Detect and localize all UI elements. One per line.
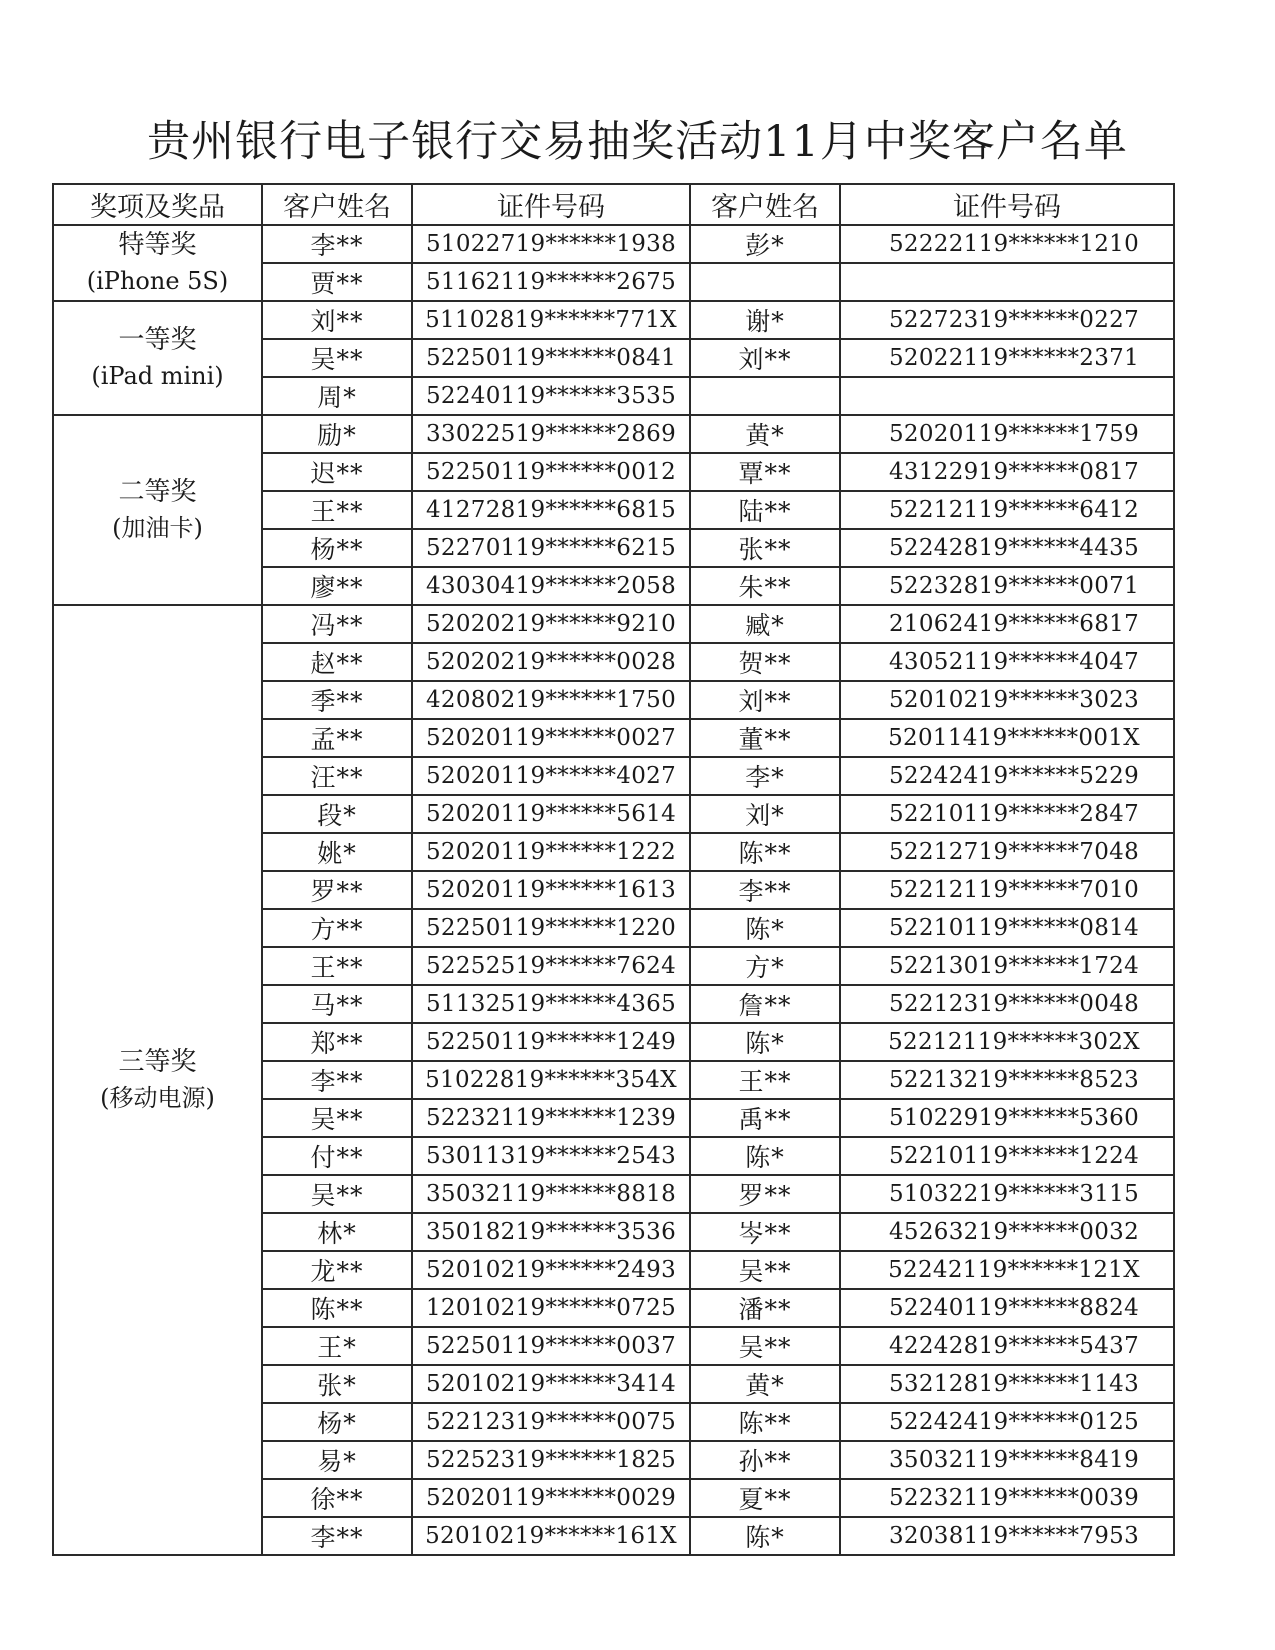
id-number-cell: 32038119******7953 <box>840 1517 1174 1555</box>
id-number-cell: 52242419******0125 <box>840 1403 1174 1441</box>
table-row <box>53 605 1174 643</box>
id-number-cell: 52222119******1210 <box>840 225 1174 263</box>
id-number-cell: 52242419******5229 <box>840 757 1174 795</box>
id-number-cell: 52022119******2371 <box>840 339 1174 377</box>
customer-name-cell: 谢* <box>690 301 840 339</box>
customer-name-cell: 黄* <box>690 1365 840 1403</box>
customer-name-cell: 贺** <box>690 643 840 681</box>
customer-name-cell: 李* <box>690 757 840 795</box>
customer-name-cell: 黄* <box>690 415 840 453</box>
customer-name-cell: 方* <box>690 947 840 985</box>
id-number-cell: 52010219******161X <box>412 1517 690 1555</box>
customer-name-cell: 赵** <box>262 643 412 681</box>
prize-name: 特等奖 <box>118 230 197 260</box>
customer-name-cell: 李** <box>690 871 840 909</box>
id-number-cell: 52212119******7010 <box>840 871 1174 909</box>
id-number-cell: 45263219******0032 <box>840 1213 1174 1251</box>
id-number-cell: 52010219******3023 <box>840 681 1174 719</box>
id-number-cell: 52210119******2847 <box>840 795 1174 833</box>
customer-name-cell: 迟** <box>262 453 412 491</box>
id-number-cell: 52212319******0075 <box>412 1403 690 1441</box>
customer-name-cell: 夏** <box>690 1479 840 1517</box>
customer-name-cell: 林* <box>262 1213 412 1251</box>
id-number-cell: 52250119******0841 <box>412 339 690 377</box>
header-customer-name: 客户姓名 <box>262 184 412 225</box>
customer-name-cell: 张* <box>262 1365 412 1403</box>
customer-name-cell: 孟** <box>262 719 412 757</box>
customer-name-cell: 陈** <box>690 833 840 871</box>
customer-name-cell: 廖** <box>262 567 412 605</box>
customer-name-cell: 董** <box>690 719 840 757</box>
id-number-cell: 52020119******0029 <box>412 1479 690 1517</box>
id-number-cell: 43030419******2058 <box>412 567 690 605</box>
header-customer-name-2: 客户姓名 <box>690 184 840 225</box>
id-number-cell <box>840 377 1174 415</box>
id-number-cell: 33022519******2869 <box>412 415 690 453</box>
customer-name-cell: 王* <box>262 1327 412 1365</box>
customer-name-cell: 岑** <box>690 1213 840 1251</box>
id-number-cell: 51022719******1938 <box>412 225 690 263</box>
id-number-cell: 53212819******1143 <box>840 1365 1174 1403</box>
customer-name-cell: 陈* <box>690 1137 840 1175</box>
id-number-cell: 52250119******1220 <box>412 909 690 947</box>
id-number-cell: 51022919******5360 <box>840 1099 1174 1137</box>
prize-cell <box>53 225 262 301</box>
customer-name-cell: 李** <box>262 1061 412 1099</box>
prize-name: 一等奖 <box>118 325 197 355</box>
customer-name-cell: 姚* <box>262 833 412 871</box>
customer-name-cell: 周* <box>262 377 412 415</box>
customer-name-cell: 王** <box>262 947 412 985</box>
customer-name-cell <box>690 377 840 415</box>
id-number-cell: 35032119******8419 <box>840 1441 1174 1479</box>
customer-name-cell <box>690 263 840 301</box>
id-number-cell: 52020119******0027 <box>412 719 690 757</box>
id-number-cell: 52240119******3535 <box>412 377 690 415</box>
customer-name-cell: 付** <box>262 1137 412 1175</box>
id-number-cell: 51132519******4365 <box>412 985 690 1023</box>
customer-name-cell: 吴** <box>690 1251 840 1289</box>
customer-name-cell: 覃** <box>690 453 840 491</box>
customer-name-cell: 段* <box>262 795 412 833</box>
customer-name-cell: 吴** <box>262 1099 412 1137</box>
customer-name-cell: 罗** <box>690 1175 840 1213</box>
id-number-cell: 43122919******0817 <box>840 453 1174 491</box>
id-number-cell: 52212119******302X <box>840 1023 1174 1061</box>
id-number-cell: 52272319******0227 <box>840 301 1174 339</box>
id-number-cell: 52020119******1613 <box>412 871 690 909</box>
customer-name-cell: 陆** <box>690 491 840 529</box>
prize-cell <box>53 415 262 605</box>
id-number-cell: 52242819******4435 <box>840 529 1174 567</box>
id-number-cell: 52242119******121X <box>840 1251 1174 1289</box>
id-number-cell: 42080219******1750 <box>412 681 690 719</box>
id-number-cell: 35032119******8818 <box>412 1175 690 1213</box>
winners-table <box>52 183 1175 1556</box>
id-number-cell: 52210119******0814 <box>840 909 1174 947</box>
customer-name-cell: 杨* <box>262 1403 412 1441</box>
customer-name-cell: 励* <box>262 415 412 453</box>
id-number-cell: 52020219******9210 <box>412 605 690 643</box>
id-number-cell: 21062419******6817 <box>840 605 1174 643</box>
customer-name-cell: 吴** <box>262 1175 412 1213</box>
table-header-row <box>53 184 1174 225</box>
id-number-cell: 52232119******0039 <box>840 1479 1174 1517</box>
customer-name-cell: 孙** <box>690 1441 840 1479</box>
customer-name-cell: 陈* <box>690 1023 840 1061</box>
page-title: 贵州银行电子银行交易抽奖活动11月中奖客户名单 <box>147 117 1128 167</box>
customer-name-cell: 易* <box>262 1441 412 1479</box>
id-number-cell: 52250119******1249 <box>412 1023 690 1061</box>
customer-name-cell: 杨** <box>262 529 412 567</box>
id-number-cell: 41272819******6815 <box>412 491 690 529</box>
customer-name-cell: 吴** <box>262 339 412 377</box>
customer-name-cell: 李** <box>262 1517 412 1555</box>
id-number-cell: 52250119******0037 <box>412 1327 690 1365</box>
customer-name-cell: 李** <box>262 225 412 263</box>
customer-name-cell: 潘** <box>690 1289 840 1327</box>
customer-name-cell: 罗** <box>262 871 412 909</box>
customer-name-cell: 徐** <box>262 1479 412 1517</box>
id-number-cell: 52270119******6215 <box>412 529 690 567</box>
id-number-cell: 51022819******354X <box>412 1061 690 1099</box>
id-number-cell: 35018219******3536 <box>412 1213 690 1251</box>
customer-name-cell: 方** <box>262 909 412 947</box>
id-number-cell: 52232819******0071 <box>840 567 1174 605</box>
id-number-cell: 51162119******2675 <box>412 263 690 301</box>
customer-name-cell: 贾** <box>262 263 412 301</box>
prize-item: (iPhone 5S) <box>86 267 229 295</box>
header-prize: 奖项及奖品 <box>53 184 262 225</box>
prize-item: (iPad mini) <box>91 362 224 390</box>
id-number-cell: 52212119******6412 <box>840 491 1174 529</box>
header-id-number: 证件号码 <box>412 184 690 225</box>
customer-name-cell: 马** <box>262 985 412 1023</box>
id-number-cell: 53011319******2543 <box>412 1137 690 1175</box>
id-number-cell: 51032219******3115 <box>840 1175 1174 1213</box>
customer-name-cell: 朱** <box>690 567 840 605</box>
id-number-cell: 52212319******0048 <box>840 985 1174 1023</box>
customer-name-cell: 王** <box>262 491 412 529</box>
id-number-cell: 12010219******0725 <box>412 1289 690 1327</box>
table-row <box>53 415 1174 453</box>
id-number-cell: 52213019******1724 <box>840 947 1174 985</box>
customer-name-cell: 彭* <box>690 225 840 263</box>
prize-cell <box>53 301 262 415</box>
id-number-cell: 52212719******7048 <box>840 833 1174 871</box>
customer-name-cell: 陈* <box>690 1517 840 1555</box>
prize-item: (加油卡) <box>112 514 203 542</box>
customer-name-cell: 龙** <box>262 1251 412 1289</box>
id-number-cell: 52250119******0012 <box>412 453 690 491</box>
prize-name: 二等奖 <box>118 477 197 507</box>
customer-name-cell: 陈** <box>262 1289 412 1327</box>
id-number-cell: 52020119******1759 <box>840 415 1174 453</box>
customer-name-cell: 刘** <box>262 301 412 339</box>
customer-name-cell: 冯** <box>262 605 412 643</box>
id-number-cell: 52210119******1224 <box>840 1137 1174 1175</box>
id-number-cell: 51102819******771X <box>412 301 690 339</box>
customer-name-cell: 张** <box>690 529 840 567</box>
customer-name-cell: 刘** <box>690 339 840 377</box>
id-number-cell: 52011419******001X <box>840 719 1174 757</box>
id-number-cell <box>840 263 1174 301</box>
customer-name-cell: 郑** <box>262 1023 412 1061</box>
id-number-cell: 52020119******1222 <box>412 833 690 871</box>
customer-name-cell: 汪** <box>262 757 412 795</box>
customer-name-cell: 陈* <box>690 909 840 947</box>
customer-name-cell: 吴** <box>690 1327 840 1365</box>
customer-name-cell: 王** <box>690 1061 840 1099</box>
id-number-cell: 52020119******4027 <box>412 757 690 795</box>
id-number-cell: 42242819******5437 <box>840 1327 1174 1365</box>
header-id-number-2: 证件号码 <box>840 184 1174 225</box>
customer-name-cell: 詹** <box>690 985 840 1023</box>
id-number-cell: 52020119******5614 <box>412 795 690 833</box>
table-row <box>53 301 1174 339</box>
customer-name-cell: 刘* <box>690 795 840 833</box>
customer-name-cell: 季** <box>262 681 412 719</box>
customer-name-cell: 刘** <box>690 681 840 719</box>
id-number-cell: 43052119******4047 <box>840 643 1174 681</box>
customer-name-cell: 禹** <box>690 1099 840 1137</box>
id-number-cell: 52213219******8523 <box>840 1061 1174 1099</box>
id-number-cell: 52252319******1825 <box>412 1441 690 1479</box>
id-number-cell: 52240119******8824 <box>840 1289 1174 1327</box>
id-number-cell: 52010219******2493 <box>412 1251 690 1289</box>
prize-item: (移动电源) <box>100 1084 215 1112</box>
id-number-cell: 52020219******0028 <box>412 643 690 681</box>
id-number-cell: 52010219******3414 <box>412 1365 690 1403</box>
prize-cell <box>53 605 262 1555</box>
id-number-cell: 52232119******1239 <box>412 1099 690 1137</box>
customer-name-cell: 臧* <box>690 605 840 643</box>
prize-name: 三等奖 <box>118 1047 197 1077</box>
table-row <box>53 225 1174 263</box>
customer-name-cell: 陈** <box>690 1403 840 1441</box>
id-number-cell: 52252519******7624 <box>412 947 690 985</box>
